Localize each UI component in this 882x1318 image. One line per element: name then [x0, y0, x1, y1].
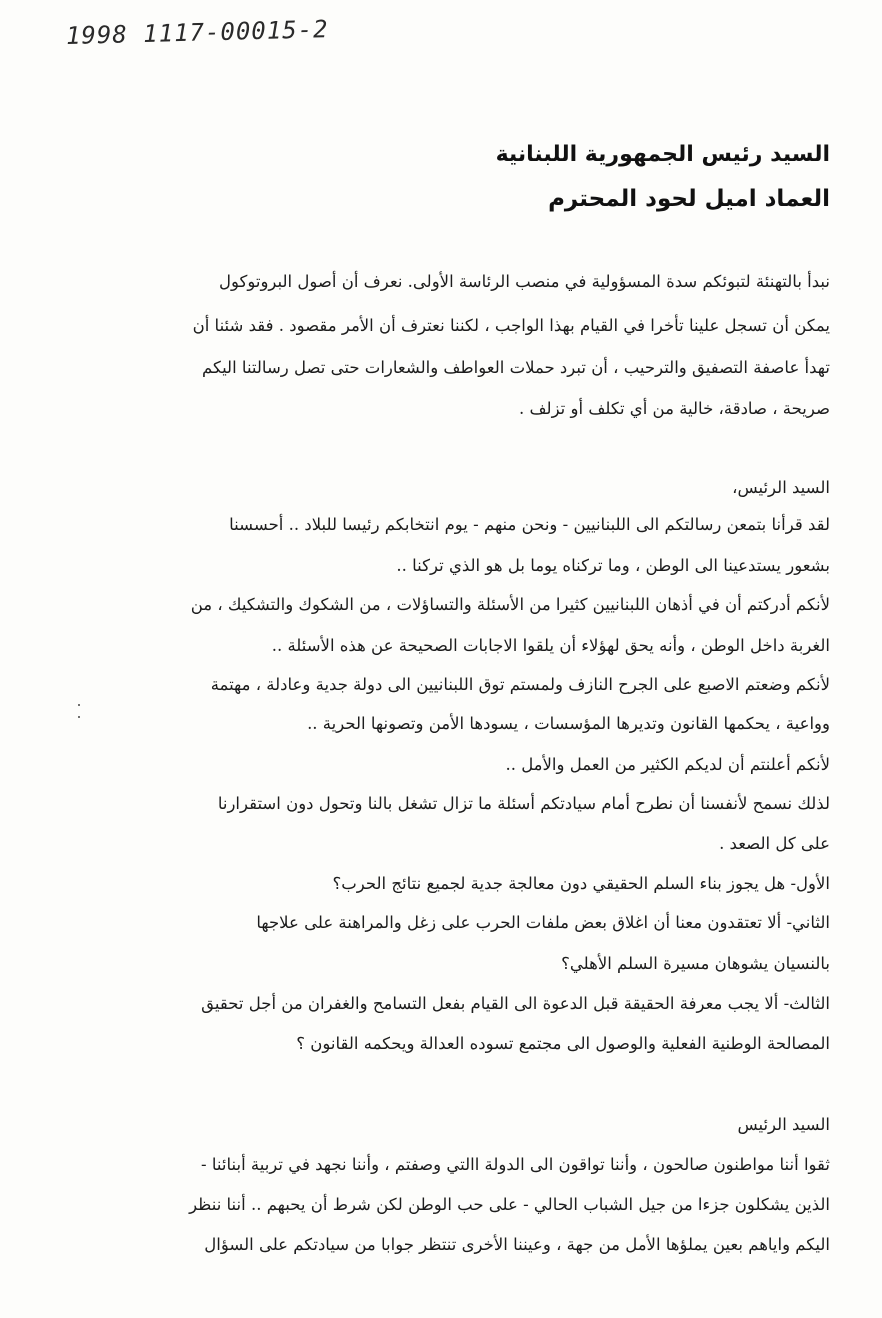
paragraph2-line3: لأنكم أدركتم أن في أذهان اللبنانيين كثيرا من الأسئلة والتساؤلات ، من الشكوك والتشكيك ، من	[190, 595, 830, 614]
paragraph2-line2: بشعور يستدعينا الى الوطن ، وما تركناه يوما بل هو الذي تركنا ..	[396, 556, 830, 575]
handwritten-reference-number: 1998 1117-00015-2	[65, 15, 329, 50]
paragraph1-line1: نبدأ بالتهنئة لتبوئكم سدة المسؤولية في منصب الرئاسة الأولى. نعرف أن أصول البروتوكول	[218, 272, 830, 291]
paragraph2-line8: لذلك نسمح لأنفسنا أن نطرح أمام سيادتكم أسئلة ما تزال تشغل بالنا وتحول دون استقرارنا	[217, 794, 830, 813]
salutation-name: العماد اميل لحود المحترم	[548, 186, 830, 212]
paragraph1-line2: يمكن أن تسجل علينا تأخرا في القيام بهذا الواجب ، لكننا نعترف أن الأمر مقصود . فقد شئنا أن	[192, 316, 830, 335]
paragraph3-line2: الذين يشكلون جزءا من جيل الشباب الحالي - على حب الوطن لكن شرط أن يحبهم .. أننا ننظر	[189, 1195, 830, 1214]
scan-speck	[78, 704, 80, 706]
paragraph2-line5: لأنكم وضعتم الاصبع على الجرح النازف ولمستم توق اللبنانيين الى دولة جدية وعادلة ، مهتمة	[210, 675, 830, 694]
section3-title: السيد الرئيس	[737, 1115, 830, 1134]
paragraph2-line13: الثالث- ألا يجب معرفة الحقيقة قبل الدعوة الى القيام بفعل التسامح والغفران من أجل تحقيق	[201, 994, 830, 1013]
paragraph2-line6: وواعية ، يحكمها القانون وتديرها المؤسسات ، يسودها الأمن وتصونها الحرية ..	[307, 714, 830, 733]
paragraph1-line3: تهدأ عاصفة التصفيق والترحيب ، أن تبرد حملات العواطف والشعارات حتى تصل رسالتنا اليكم	[201, 358, 830, 377]
paragraph2-line4: الغربة داخل الوطن ، وأنه يحق لهؤلاء أن يلقوا الاجابات الصحيحة عن هذه الأسئلة ..	[271, 636, 830, 655]
paragraph2-line1: لقد قرأنا بتمعن رسالتكم الى اللبنانيين - ونحن منهم - يوم انتخابكم رئيسا للبلاد .. أحسسنا	[229, 515, 830, 534]
paragraph2-line7: لأنكم أعلنتم أن لديكم الكثير من العمل والأمل ..	[505, 755, 830, 774]
section2-title: السيد الرئيس،	[732, 478, 830, 497]
paragraph3-line1: ثقوا أننا مواطنون صالحون ، وأننا تواقون الى الدولة االتي وصفتم ، وأننا نجهد في تربية أبنائنا -	[201, 1155, 830, 1174]
paragraph2-line10: الأول- هل يجوز بناء السلم الحقيقي دون معالجة جدية لجميع نتائج الحرب؟	[332, 874, 830, 893]
paragraph2-line14: المصالحة الوطنية الفعلية والوصول الى مجتمع تسوده العدالة ويحكمه القانون ؟	[296, 1034, 830, 1053]
paragraph1-line4: صريحة ، صادقة، خالية من أي تكلف أو تزلف .	[518, 399, 830, 418]
paragraph3-line3: اليكم واياهم بعين يملؤها الأمل من جهة ، وعيننا الأخرى تنتظر جوابا من سيادتكم على السؤال	[204, 1235, 830, 1254]
salutation-title: السيد رئيس الجمهورية اللبنانية	[495, 142, 830, 167]
paragraph2-line11: الثاني- ألا تعتقدون معنا أن اغلاق بعض ملفات الحرب على زغل والمراهنة على علاجها	[256, 913, 830, 932]
paragraph2-line12: بالنسيان يشوهان مسيرة السلم الأهلي؟	[561, 954, 830, 973]
paragraph2-line9: على كل الصعد .	[719, 834, 830, 853]
scan-speck	[78, 716, 80, 718]
